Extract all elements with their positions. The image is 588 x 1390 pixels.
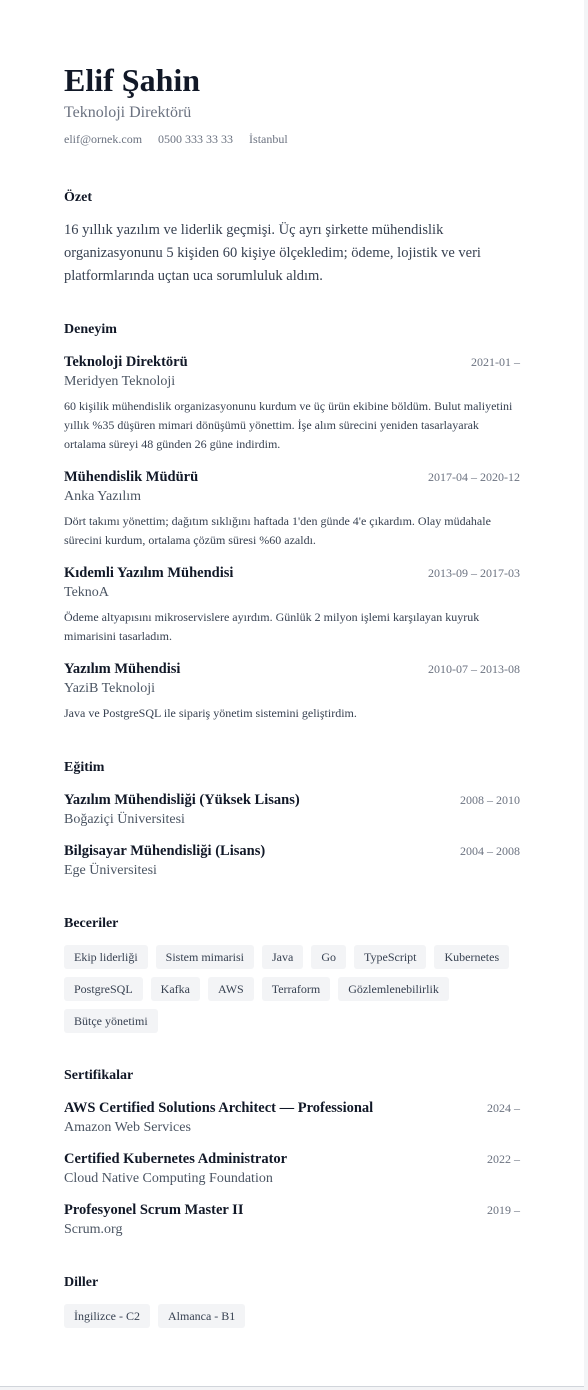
skill-tag: AWS [208,977,254,1001]
education-section [64,759,520,881]
candidate-name: Elif Şahin [64,62,201,98]
education-item [64,842,520,881]
experience-item [64,353,520,454]
skills-heading: Beceriler [64,916,119,931]
degree-date: 2008 – 2010 [460,793,520,807]
languages-heading: Diller [64,1275,99,1290]
school-name: Boğaziçi Üniversitesi [64,812,185,827]
job-company: TeknoA [64,585,109,600]
page-bottom-border [0,1386,584,1387]
job-description: Dört takımı yönettim; dağıtım sıklığını haftada 1'den günde 4'e çıkardım. Olay müdahale sürecini kurdum, ortalama çözüm süresi %60 azaldı. [64,514,491,547]
job-date: 2010-07 – 2013-08 [428,662,520,676]
job-description: Ödeme altyapısını mikroservislere ayırdım. Günlük 2 milyon işlemi karşılayan kuyruk mimarisini tasarladım. [64,610,480,643]
job-date: 2021-01 – [471,355,520,369]
certification-item [64,1150,520,1189]
degree-title: Bilgisayar Mühendisliği (Lisans) [64,843,266,859]
job-date: 2013-09 – 2017-03 [428,566,520,580]
degree-date: 2004 – 2008 [460,844,520,858]
job-title: Mühendislik Müdürü [64,469,199,485]
job-title: Teknoloji Direktörü [64,354,188,370]
language-tag: İngilizce - C2 [64,1304,150,1328]
job-company: Anka Yazılım [64,489,141,504]
skill-tag: Terraform [262,977,330,1001]
summary-heading: Özet [64,190,92,205]
job-company: Meridyen Teknoloji [64,374,176,389]
certification-item [64,1201,520,1240]
degree-title: Yazılım Mühendisliği (Yüksek Lisans) [64,792,300,808]
skill-tag: Kafka [151,977,200,1001]
skill-tag: Kubernetes [434,945,509,969]
skill-tag: Sistem mimarisi [156,945,254,969]
experience-item [64,564,520,646]
language-tag: Almanca - B1 [158,1304,245,1328]
certification-date: 2024 – [487,1101,520,1115]
experience-heading: Deneyim [64,322,117,337]
certification-issuer: Cloud Native Computing Foundation [64,1171,273,1186]
contact-email[interactable]: elif@ornek.com [64,132,143,146]
experience-section [64,321,520,723]
experience-item [64,660,520,723]
job-date: 2017-04 – 2020-12 [428,470,520,484]
skills-section [64,915,520,1033]
skills-list [64,945,520,1033]
languages-section [64,1274,520,1328]
summary-text: 16 yıllık yazılım ve liderlik geçmişi. Üç ayrı şirkette mühendislik organizasyonunu 5 kişiden 60 kişiye ölçekledim; ödeme, lojistik ve veri platformlarında uçtan uca sorumluluk aldım. [64,222,481,284]
certification-title: AWS Certified Solutions Architect — Professional [64,1100,374,1116]
certification-date: 2022 – [487,1152,520,1166]
job-title: Yazılım Mühendisi [64,661,181,677]
certification-title: Profesyonel Scrum Master II [64,1202,244,1218]
languages-list [64,1304,520,1328]
experience-item [64,468,520,550]
job-title: Kıdemli Yazılım Mühendisi [64,565,234,581]
job-description: Java ve PostgreSQL ile sipariş yönetim sistemini geliştirdim. [64,706,357,720]
education-heading: Eğitim [64,760,105,775]
job-description: 60 kişilik mühendislik organizasyonunu kurdum ve üç ürün ekibine böldüm. Bulut maliyetini yıllık %35 düşüren mimari dönüşümü yönettim. İşe alım sürecini yeniden tasarlayarak ortalama süreyi 48 günden 26 güne indirdim. [64,399,513,451]
contact-location: İstanbul [249,132,288,146]
skill-tag: Java [262,945,303,969]
certification-title: Certified Kubernetes Administrator [64,1151,288,1167]
candidate-title: Teknoloji Direktörü [64,104,192,121]
certifications-heading: Sertifikalar [64,1068,134,1083]
contact-info [64,131,520,147]
skill-tag: Bütçe yönetimi [64,1009,158,1033]
skill-tag: Go [311,945,346,969]
certification-date: 2019 – [487,1203,520,1217]
job-company: YaziB Teknoloji [64,681,156,696]
skill-tag: TypeScript [354,945,426,969]
summary-section [64,189,520,288]
education-item [64,791,520,830]
skill-tag: PostgreSQL [64,977,143,1001]
skill-tag: Ekip liderliği [64,945,148,969]
school-name: Ege Üniversitesi [64,863,157,878]
contact-phone[interactable]: 0500 333 33 33 [158,132,234,146]
skill-tag: Gözlemlenebilirlik [338,977,449,1001]
certifications-section [64,1067,520,1240]
certification-issuer: Scrum.org [64,1222,123,1237]
certification-issuer: Amazon Web Services [64,1120,191,1135]
certification-item [64,1099,520,1138]
